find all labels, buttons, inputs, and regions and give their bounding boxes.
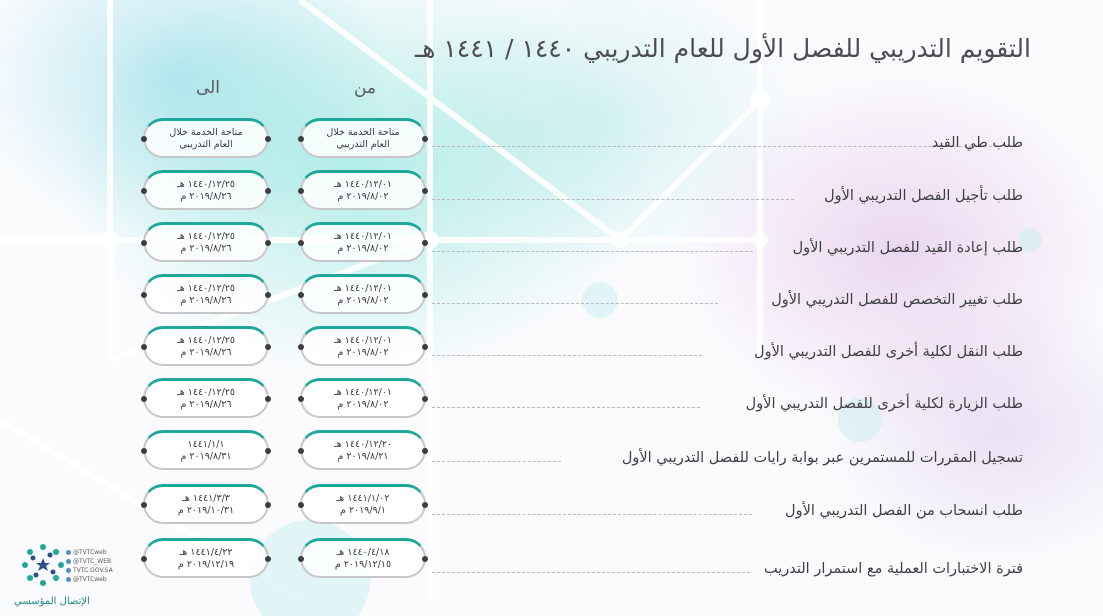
connector-dot-icon <box>298 396 304 402</box>
to-date-pill-line: ٢٠١٩/٨/٢٦ م <box>180 190 232 202</box>
connector-dot-icon <box>141 240 147 246</box>
connector-dot-icon <box>422 448 428 454</box>
from-date-pill-line: ١٤٤١/١/٠٢ هـ <box>336 492 390 504</box>
connector-dot-icon <box>298 448 304 454</box>
connector-dot-icon <box>422 556 428 562</box>
from-date-pill-line: ١٤٤٠/٤/١٨ هـ <box>336 546 390 558</box>
connector-dot-icon <box>265 502 271 508</box>
snapchat-icon <box>66 559 71 564</box>
from-date-pill-line: ٢٠١٩/٨/٠٢ م <box>337 294 389 306</box>
social-item[interactable]: @TVTCweb <box>66 548 113 557</box>
connector-dot-icon <box>422 292 428 298</box>
connector-dot-icon <box>141 136 147 142</box>
connector-dot-icon <box>265 556 271 562</box>
connector-dot-icon <box>265 344 271 350</box>
from-date-pill <box>300 484 426 524</box>
connector-dot-icon <box>141 188 147 194</box>
connector-dot-icon <box>298 502 304 508</box>
dashed-connector <box>432 572 750 573</box>
from-date-pill <box>300 326 426 366</box>
connector-dot-icon <box>141 396 147 402</box>
to-date-pill <box>143 274 269 314</box>
social-links <box>66 548 113 584</box>
to-date-pill <box>143 222 269 262</box>
from-date-pill-line: ١٤٤٠/١٢/٢٠ هـ <box>333 438 393 450</box>
from-date-pill-line: ٢٠١٩/٨/٠٢ م <box>337 346 389 358</box>
connector-dot-icon <box>141 292 147 298</box>
dashed-connector <box>432 146 1012 147</box>
brand-name: الإتصال المؤسسي <box>14 596 90 607</box>
from-date-pill <box>300 378 426 418</box>
from-column-header: من <box>353 78 377 98</box>
from-date-pill-line: ١٤٤٠/١٢/٠١ هـ <box>333 386 393 398</box>
to-date-pill-line: ٢٠١٩/٨/٢٦ م <box>180 242 232 254</box>
from-date-pill-line: ٢٠١٩/٩/١ م <box>340 504 386 516</box>
connector-dot-icon <box>422 344 428 350</box>
connector-dot-icon <box>422 502 428 508</box>
connector-dot-icon <box>265 136 271 142</box>
to-date-pill <box>143 484 269 524</box>
from-date-pill-line: متاحة الخدمة خلال <box>326 126 400 138</box>
dashed-connector <box>432 461 561 462</box>
connector-dot-icon <box>141 448 147 454</box>
page-title: التقويم التدريبي للفصل الأول للعام التدريبي ١٤٤٠ / ١٤٤١ هـ <box>414 34 1031 63</box>
connector-dot-icon <box>141 344 147 350</box>
service-label: طلب الزيارة لكلية أخرى للفصل التدريبي الأول <box>745 396 1023 412</box>
service-label: طلب تغيير التخصص للفصل التدريبي الأول <box>771 292 1023 308</box>
from-date-pill <box>300 222 426 262</box>
dashed-connector <box>432 355 702 356</box>
from-date-pill <box>300 274 426 314</box>
service-label: طلب طي القيد <box>931 135 1023 151</box>
to-date-pill-line: ٢٠١٩/٨/٣١ م <box>180 450 232 462</box>
to-date-pill-line: ٢٠١٩/١٠/٣١ م <box>177 504 235 516</box>
connector-dot-icon <box>298 292 304 298</box>
connector-dot-icon <box>298 556 304 562</box>
from-date-pill <box>300 538 426 578</box>
to-date-pill-line: ١٤٤١/١/١ <box>187 438 225 450</box>
from-date-pill-line: ٢٠١٩/٨/٠٢ م <box>337 190 389 202</box>
from-date-pill-line: ٢٠١٩/٨/٠٢ م <box>337 398 389 410</box>
to-date-pill-line: ١٤٤٠/١٢/٢٥ هـ <box>176 230 236 242</box>
connector-dot-icon <box>422 240 428 246</box>
twitter-icon <box>66 550 71 555</box>
to-date-pill <box>143 170 269 210</box>
from-date-pill <box>300 118 426 158</box>
from-date-pill-line: ١٤٤٠/١٢/٠١ هـ <box>333 282 393 294</box>
connector-dot-icon <box>298 136 304 142</box>
to-date-pill-line: ١٤٤٠/١٢/٢٥ هـ <box>176 386 236 398</box>
to-date-pill-line: ٢٠١٩/٨/٢٦ م <box>180 346 232 358</box>
social-item[interactable]: @TVTC_WEB <box>66 557 113 566</box>
from-date-pill-line: ٢٠١٩/٨/٠٢ م <box>337 242 389 254</box>
from-date-pill-line: ١٤٤٠/١٢/٠١ هـ <box>333 334 393 346</box>
tvtc-logo-icon <box>18 540 68 590</box>
from-date-pill-line: ٢٠١٩/٨/٢١ م <box>337 450 389 462</box>
connector-dot-icon <box>422 396 428 402</box>
to-date-pill-line: العام التدريبي <box>179 138 233 150</box>
connector-dot-icon <box>265 448 271 454</box>
from-date-pill-line: ١٤٤٠/١٢/٠١ هـ <box>333 178 393 190</box>
to-date-pill <box>143 118 269 158</box>
from-date-pill-line: ٢٠١٩/١٢/١٥ م <box>334 558 392 570</box>
dashed-connector <box>432 303 718 304</box>
instagram-icon <box>66 577 71 582</box>
to-date-pill-line: ٢٠١٩/٨/٢٦ م <box>180 294 232 306</box>
connector-dot-icon <box>422 188 428 194</box>
dashed-connector <box>432 514 752 515</box>
to-date-pill-line: ١٤٤١/٤/٢٢ هـ <box>179 546 233 558</box>
from-date-pill <box>300 430 426 470</box>
dashed-connector <box>432 407 700 408</box>
from-date-pill-line: العام التدريبي <box>336 138 390 150</box>
connector-dot-icon <box>265 240 271 246</box>
service-label: طلب انسحاب من الفصل التدريبي الأول <box>785 503 1023 519</box>
to-date-pill <box>143 326 269 366</box>
to-date-pill-line: ٢٠١٩/١٢/١٩ م <box>177 558 235 570</box>
dashed-connector <box>432 251 753 252</box>
service-label: طلب النقل لكلية أخرى للفصل التدريبي الأول <box>754 344 1023 360</box>
service-label: طلب إعادة القيد للفصل التدريبي الأول <box>792 240 1023 256</box>
connector-dot-icon <box>298 240 304 246</box>
connector-dot-icon <box>298 344 304 350</box>
to-date-pill-line: ١٤٤٠/١٢/٢٥ هـ <box>176 178 236 190</box>
social-item[interactable]: TVTC.GOV.SA <box>66 566 113 575</box>
connector-dot-icon <box>265 396 271 402</box>
connector-dot-icon <box>422 136 428 142</box>
connector-dot-icon <box>265 292 271 298</box>
connector-dot-icon <box>265 188 271 194</box>
to-date-pill-line: ١٤٤٠/١٢/٢٥ هـ <box>176 282 236 294</box>
to-date-pill <box>143 378 269 418</box>
to-date-pill <box>143 538 269 578</box>
connector-dot-icon <box>141 502 147 508</box>
service-label: طلب تأجيل الفصل التدريبي الأول <box>824 188 1023 204</box>
to-date-pill-line: متاحة الخدمة خلال <box>169 126 243 138</box>
to-date-pill <box>143 430 269 470</box>
from-date-pill <box>300 170 426 210</box>
to-column-header: الى <box>195 78 221 98</box>
to-date-pill-line: ٢٠١٩/٨/٢٦ م <box>180 398 232 410</box>
to-date-pill-line: ١٤٤١/٣/٣ هـ <box>182 492 230 504</box>
connector-dot-icon <box>141 556 147 562</box>
to-date-pill-line: ١٤٤٠/١٢/٢٥ هـ <box>176 334 236 346</box>
from-date-pill-line: ١٤٤٠/١٢/٠١ هـ <box>333 230 393 242</box>
connector-dot-icon <box>298 188 304 194</box>
service-label: فترة الاختبارات العملية مع استمرار التدريب <box>764 561 1023 577</box>
service-label: تسجيل المقررات للمستمرين عبر بوابة رايات للفصل التدريبي الأول <box>621 450 1023 466</box>
globe-icon <box>66 568 71 573</box>
social-item[interactable]: @TVTCweb <box>66 575 113 584</box>
dashed-connector <box>432 199 794 200</box>
